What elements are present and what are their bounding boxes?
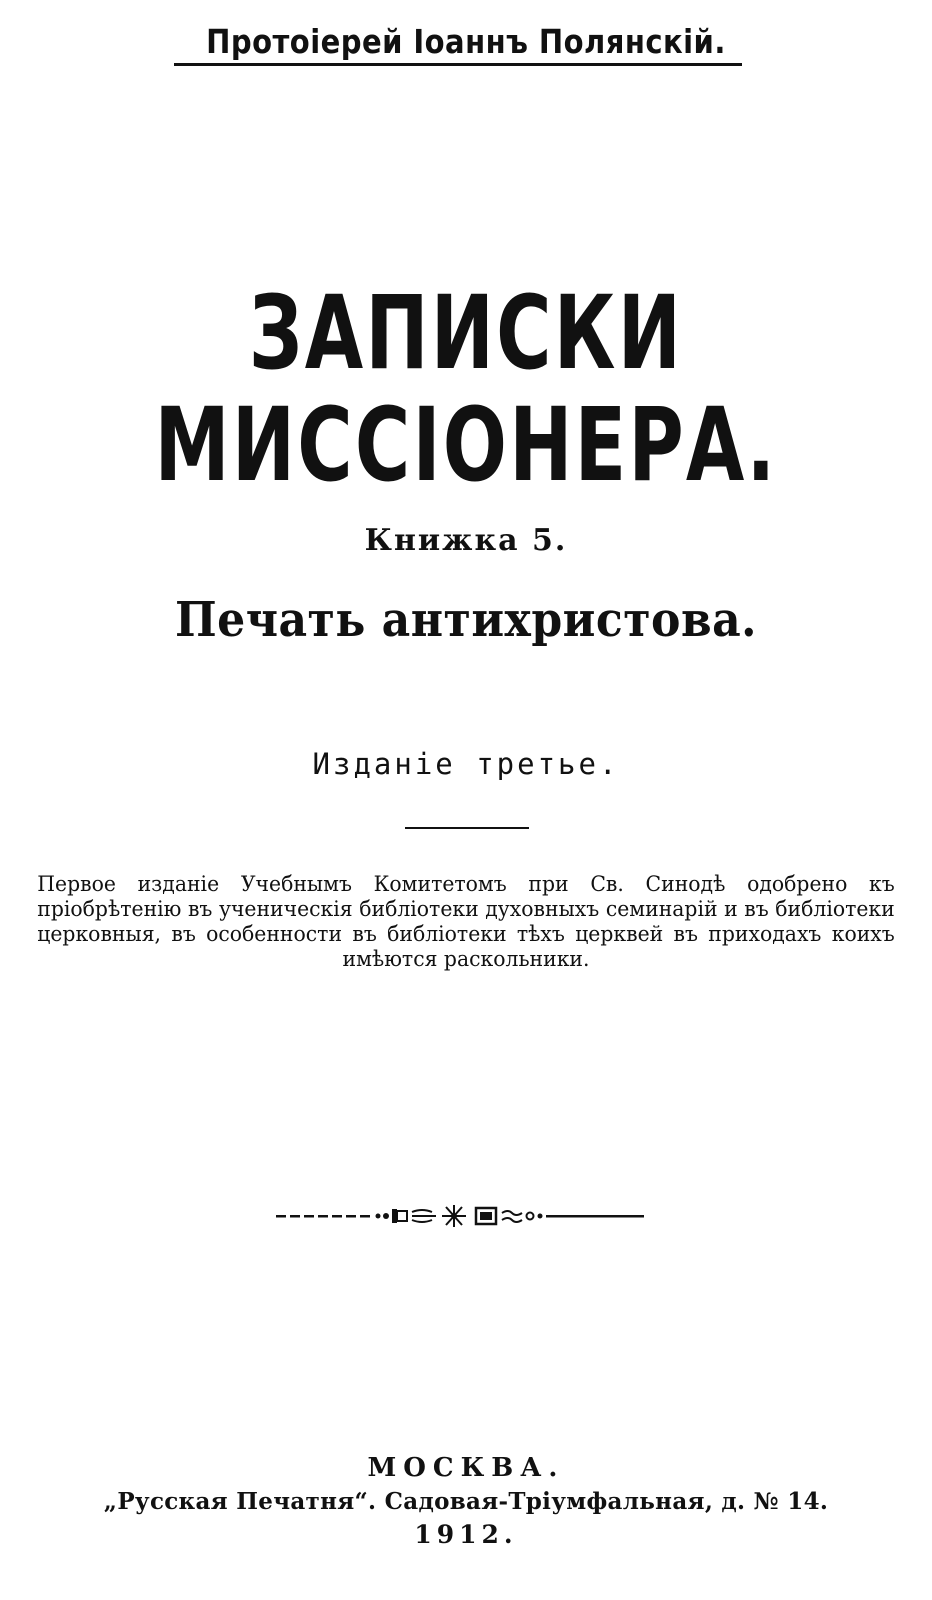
approval-note: Первое изданіе Учебнымъ Комитетомъ при Св. Синодѣ одобрено къ пріобрѣтенію въ ученическія библіотеки духовныхъ семинарій и въ библіотеки церковныя, въ особенности въ библіотеки тѣхъ церквей въ приходахъ коихъ имѣются раскольники. — [37, 872, 895, 971]
edition-label: Изданіе третье. — [312, 747, 620, 781]
author-underline — [174, 63, 742, 66]
imprint-city: МОСКВА. — [367, 1453, 565, 1483]
section-divider — [405, 827, 529, 829]
ornament-divider-icon — [276, 1203, 644, 1229]
main-title: ЗАПИСКИ МИССІОНЕРА. — [154, 274, 778, 506]
imprint-press: „Русская Печатня“. Садовая-Тріумфальная, д. № 14. — [103, 1488, 829, 1515]
book-subtitle: Печать антихристова. — [174, 592, 758, 648]
imprint-year: 1912. — [414, 1520, 518, 1549]
author-line: Протоіерей Іоаннъ Полянскій. — [206, 22, 726, 61]
book-number: Книжка 5. — [364, 523, 568, 558]
